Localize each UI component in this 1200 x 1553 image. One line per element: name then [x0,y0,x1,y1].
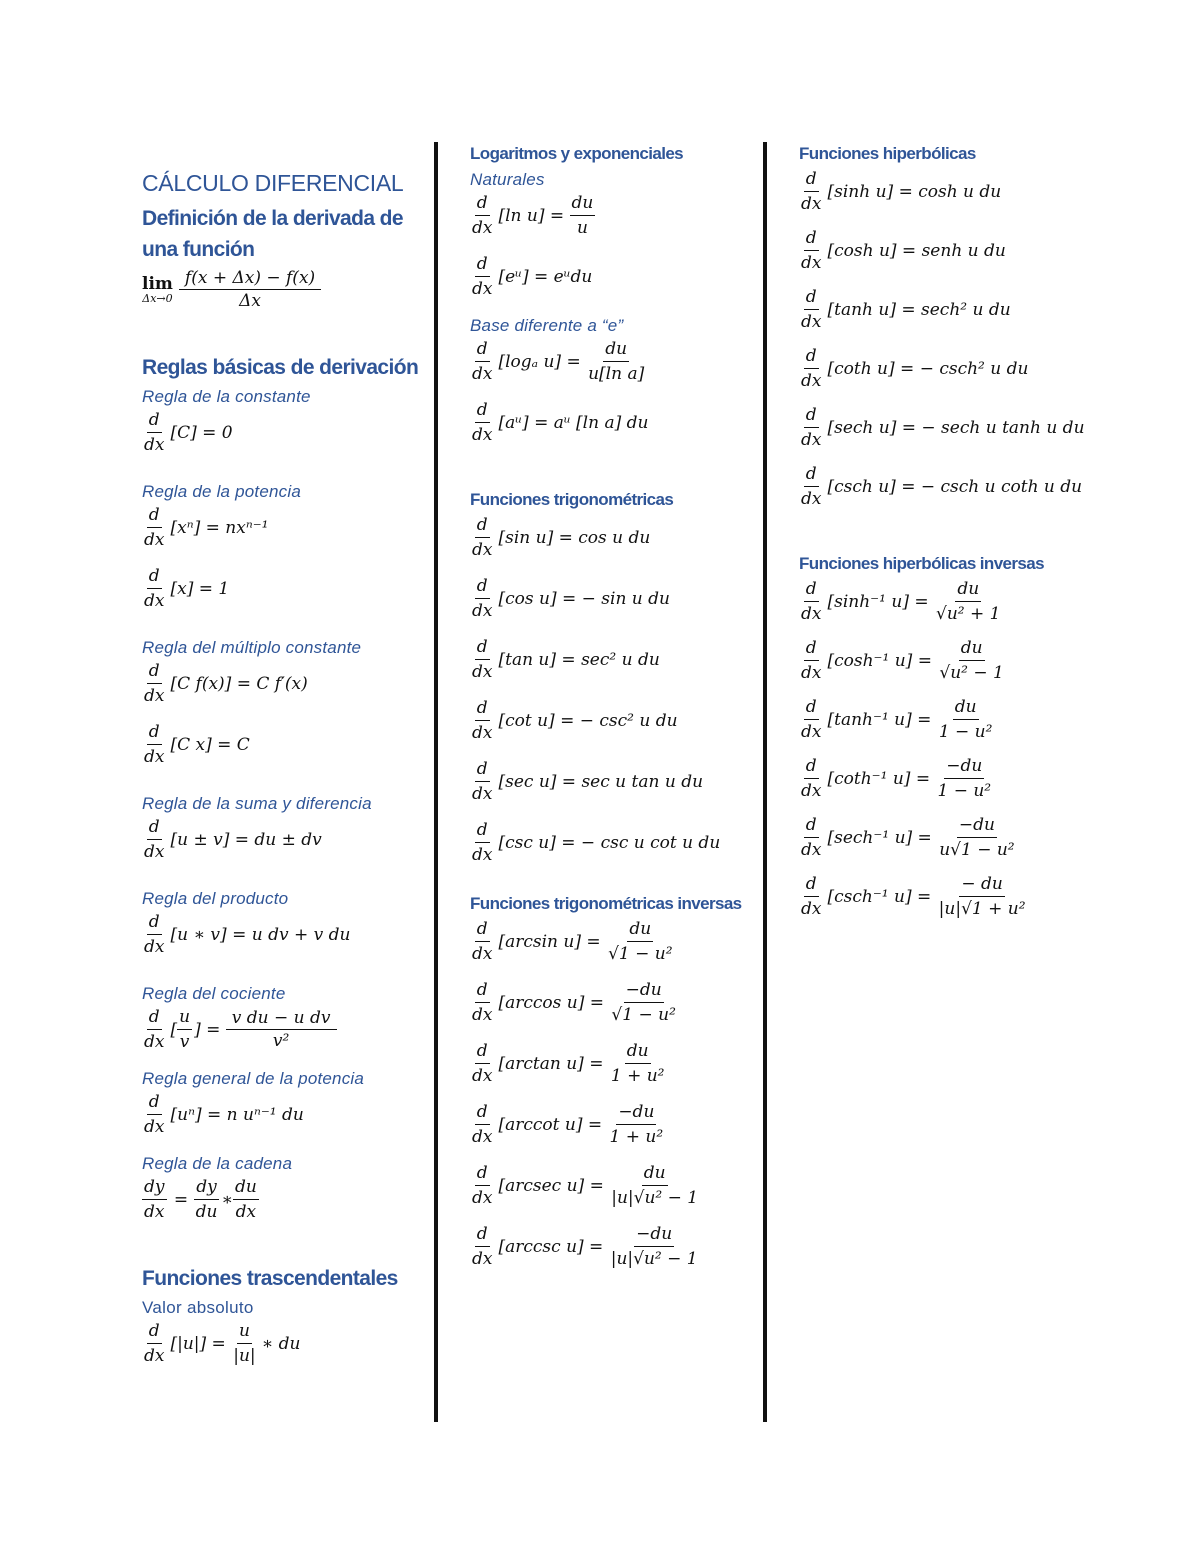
rule-label: Valor absoluto [142,1298,254,1317]
inverse-hyperbolic-formula-list [799,578,1089,920]
formula: $\frac{d}{dx}$ [C x] = C [144,722,250,767]
formula: $\frac{d}{dx}$ [cot u] = − csc² u du [472,698,678,743]
formula: $\frac{d}{dx}$ [arccsc u] = $\frac{-du}{\text{|u|√u² − 1}}$ [472,1224,698,1269]
fraction: $\frac{du}{\text{1 + u²}}$ [610,1041,665,1086]
formula: $\frac{d}{dx}$ [sech u] = − sech u tanh u du [801,405,1085,450]
derivative-operator: $\frac{d}{dx}$ [144,817,165,862]
derivative-operator: $\frac{d}{dx}$ [801,756,822,801]
fraction: $\frac{du}{\text{√1 − u²}}$ [608,919,673,964]
trig-formula-list [470,514,750,866]
formula: $\frac{d}{dx}$ [csc u] = − csc u cot u du [472,820,721,865]
formula: $\frac{d}{dx}$ [xⁿ] = nxⁿ⁻¹ [144,505,269,550]
derivative-operator: $\frac{d}{dx}$ [144,661,165,706]
section-heading-derivative-definition: Definición de la derivada de una función [142,207,403,261]
limit-operator: lim Δx→0 [142,273,173,305]
formula: $\frac{d}{dx}$ [csch⁻¹ u] = $\frac{- du}{\text{|u|√1 + u²}}$ [801,874,1026,919]
derivative-operator: $\frac{d}{dx}$ [472,339,493,384]
formula: $\frac{d}{dx}$ [coth u] = − csch² u du [801,346,1029,391]
formula: $\frac{d}{dx}$ [sin u] = cos u du [472,515,651,560]
formula: $\frac{d}{dx}$ [coth⁻¹ u] = $\frac{-du}{\text{1 − u²}}$ [801,756,992,801]
fraction: $\frac{- du}{\text{|u|√1 + u²}}$ [938,874,1026,919]
derivative-operator: $\frac{d}{dx}$ [144,410,165,455]
rule-label: Base diferente a “e” [470,316,624,335]
derivative-operator: $\frac{d}{dx}$ [144,505,165,550]
derivative-operator: $\frac{d}{dx}$ [472,1163,493,1208]
derivative-operator: $\frac{d}{dx}$ [472,254,493,299]
inverse-trig-formula-list [470,918,750,1270]
section-heading-logarithms: Logaritmos y exponenciales [470,144,684,163]
formula: $\frac{d}{dx}$ [tanh⁻¹ u] = $\frac{du}{\text{1 − u²}}$ [801,697,993,742]
formula-definition [142,267,422,312]
derivative-operator: $\frac{d}{dx}$ [801,638,822,683]
column-log-trig [470,140,750,1270]
fraction: $\frac{du}{\text{u[ln a]}}$ [588,339,645,384]
fraction: $\frac{dy}{dx}$ [144,1177,165,1222]
formula: $\frac{d}{dx}$ [arccos u] = $\frac{-du}{\text{√1 − u²}}$ [472,980,676,1025]
formula: $\frac{d}{dx}$ [sec u] = sec u tan u du [472,759,704,804]
rule-label: Regla de la constante [142,387,311,406]
fraction: $\frac{du}{\text{|u|√u² − 1}}$ [611,1163,699,1208]
section-heading-basic-rules: Reglas básicas de derivación [142,356,419,379]
fraction: $\frac{\text{v du − u dv}}{\text{v²}}$ [226,1007,337,1052]
derivative-operator: $\frac{d}{dx}$ [801,346,822,391]
derivative-operator: $\frac{d}{dx}$ [144,566,165,611]
formula: $\frac{d}{dx}$ [|u|] = $\frac{u}{|u|}$ ∗ du [144,1321,301,1366]
formula: $\frac{d}{dx}$ [sinh u] = cosh u du [801,169,1002,214]
fraction: $\frac{-du}{\text{√1 − u²}}$ [611,980,676,1025]
formula: $\frac{d}{dx}$ [csch u] = − csch u coth u du [801,464,1083,509]
formula: $\frac{d}{dx}$ [ $\frac{u}{v}$ ] = $\frac{\text{v du − u dv}}{\text{v²}}$ [142,1006,422,1053]
fraction: $\frac{du}{dx}$ [234,1177,257,1222]
derivative-operator: $\frac{d}{dx}$ [801,287,822,332]
section-heading-transcendental: Funciones trascendentales [142,1267,398,1290]
derivative-operator: $\frac{d}{dx}$ [801,169,822,214]
rule-label: Regla de la cadena [142,1154,293,1173]
column-hyperbolic [799,140,1089,920]
formula: $\frac{d}{dx}$ [C] = 0 [144,410,233,455]
formula: $\frac{d}{dx}$ [ln u] = $\frac{du}{u}$ [472,193,594,238]
rule-label: Regla general de la potencia [142,1069,365,1088]
derivative-operator: $\frac{d}{dx}$ [801,815,822,860]
fraction: $\frac{-du}{\text{1 + u²}}$ [609,1102,664,1147]
fraction: $\frac{u}{v}$ [179,1007,191,1052]
section-heading-trig: Funciones trigonométricas [470,490,674,509]
derivative-operator: $\frac{d}{dx}$ [472,193,493,238]
formula: $\frac{d}{dx}$ [u ∗ v] = u dv + v du [144,912,351,957]
formula: $\frac{d}{dx}$ [C f(x)] = C f′(x) [144,661,308,706]
section-heading-inverse-trig: Funciones trigonométricas inversas [470,894,742,913]
derivative-operator: $\frac{d}{dx}$ [472,919,493,964]
fraction: $\frac{f(x + \Delta x) - f(x)}{\Delta x}$ [179,267,321,312]
column-divider [434,142,438,1422]
rule-label: Regla del producto [142,889,289,908]
formula: $\frac{d}{dx}$ [logₐ u] = $\frac{du}{\text{u[ln a]}}$ [472,339,645,384]
formula: $\frac{d}{dx}$ [cosh u] = senh u du [801,228,1006,273]
section-heading-inverse-hyperbolic: Funciones hiperbólicas inversas [799,554,1044,573]
rule-label: Regla del múltiplo constante [142,638,362,657]
formula-chain-rule: $\frac{dy}{dx}$ = $\frac{dy}{du}$ ∗ $\frac{du}{dx}$ [144,1177,257,1222]
derivative-operator: $\frac{d}{dx}$ [801,464,822,509]
derivative-operator: $\frac{d}{dx}$ [472,980,493,1025]
derivative-operator: $\frac{d}{dx}$ [144,1092,165,1137]
rule-label: Naturales [470,170,545,189]
rule-label: Regla de la suma y diferencia [142,794,372,813]
formula: $\frac{d}{dx}$ [cos u] = − sin u du [472,576,670,621]
derivative-operator: $\frac{d}{dx}$ [801,697,822,742]
formula: $\frac{d}{dx}$ [x] = 1 [144,566,230,611]
derivative-operator: $\frac{d}{dx}$ [472,1224,493,1269]
formula: $\frac{d}{dx}$ [uⁿ] = n uⁿ⁻¹ du [144,1092,304,1137]
page-title: CÁLCULO DIFERENCIAL [142,170,404,196]
formula: $\frac{d}{dx}$ [tan u] = sec² u du [472,637,660,682]
fraction: $\frac{du}{\text{√u² + 1}}$ [936,579,1001,624]
column-divider [763,142,767,1422]
hyperbolic-formula-list [799,168,1089,510]
formula: $\frac{d}{dx}$ [u ± v] = du ± dv [144,817,322,862]
rule-label: Regla de la potencia [142,482,302,501]
column-basic-rules [142,140,422,1367]
formula: $\frac{d}{dx}$ [arccot u] = $\frac{-du}{\text{1 + u²}}$ [472,1102,664,1147]
derivative-operator: $\frac{d}{dx}$ [472,698,493,743]
formula: $\frac{d}{dx}$ [eᵘ] = eᵘdu [472,254,593,299]
formula: $\frac{d}{dx}$ [tanh u] = sech² u du [801,287,1011,332]
rule-label: Regla del cociente [142,984,286,1003]
derivative-operator: $\frac{d}{dx}$ [144,722,165,767]
derivative-operator: $\frac{d}{dx}$ [801,228,822,273]
section-heading-hyperbolic: Funciones hiperbólicas [799,144,976,163]
derivative-operator: $\frac{d}{dx}$ [472,515,493,560]
formula: $\frac{d}{dx}$ [sech⁻¹ u] = $\frac{-du}{\text{u√1 − u²}}$ [801,815,1015,860]
fraction: $\frac{u}{|u|}$ [233,1321,256,1366]
fraction: $\frac{du}{\text{1 − u²}}$ [938,697,993,742]
derivative-operator: $\frac{d}{dx}$ [801,874,822,919]
derivative-operator: $\frac{d}{dx}$ [472,637,493,682]
derivative-operator: $\frac{d}{dx}$ [472,576,493,621]
derivative-operator: $\frac{d}{dx}$ [472,820,493,865]
fraction: $\frac{-du}{\text{1 − u²}}$ [937,756,992,801]
derivative-operator: $\frac{d}{dx}$ [144,1007,165,1052]
formula: $\frac{d}{dx}$ [sinh⁻¹ u] = $\frac{du}{\text{√u² + 1}}$ [801,579,1001,624]
derivative-operator: $\frac{d}{dx}$ [472,1041,493,1086]
formula: $\frac{d}{dx}$ [arcsec u] = $\frac{du}{\text{|u|√u² − 1}}$ [472,1163,699,1208]
formula: $\frac{d}{dx}$ [arcsin u] = $\frac{du}{\text{√1 − u²}}$ [472,919,673,964]
derivative-operator: $\frac{d}{dx}$ [472,400,493,445]
formula: $\frac{d}{dx}$ [arctan u] = $\frac{du}{\text{1 + u²}}$ [472,1041,665,1086]
derivative-operator: $\frac{d}{dx}$ [801,579,822,624]
formula: $\frac{d}{dx}$ [cosh⁻¹ u] = $\frac{du}{\text{√u² − 1}}$ [801,638,1004,683]
derivative-operator: $\frac{d}{dx}$ [472,759,493,804]
derivative-operator: $\frac{d}{dx}$ [144,912,165,957]
fraction: $\frac{dy}{du}$ [195,1177,218,1222]
formula: $\frac{d}{dx}$ [aᵘ] = aᵘ [ln a] du [472,400,649,445]
fraction: $\frac{du}{u}$ [571,193,594,238]
derivative-operator: $\frac{d}{dx}$ [801,405,822,450]
fraction: $\frac{-du}{\text{|u|√u² − 1}}$ [610,1224,698,1269]
fraction: $\frac{du}{\text{√u² − 1}}$ [939,638,1004,683]
derivative-operator: $\frac{d}{dx}$ [144,1321,165,1366]
fraction: $\frac{-du}{\text{u√1 − u²}}$ [939,815,1015,860]
derivative-operator: $\frac{d}{dx}$ [472,1102,493,1147]
